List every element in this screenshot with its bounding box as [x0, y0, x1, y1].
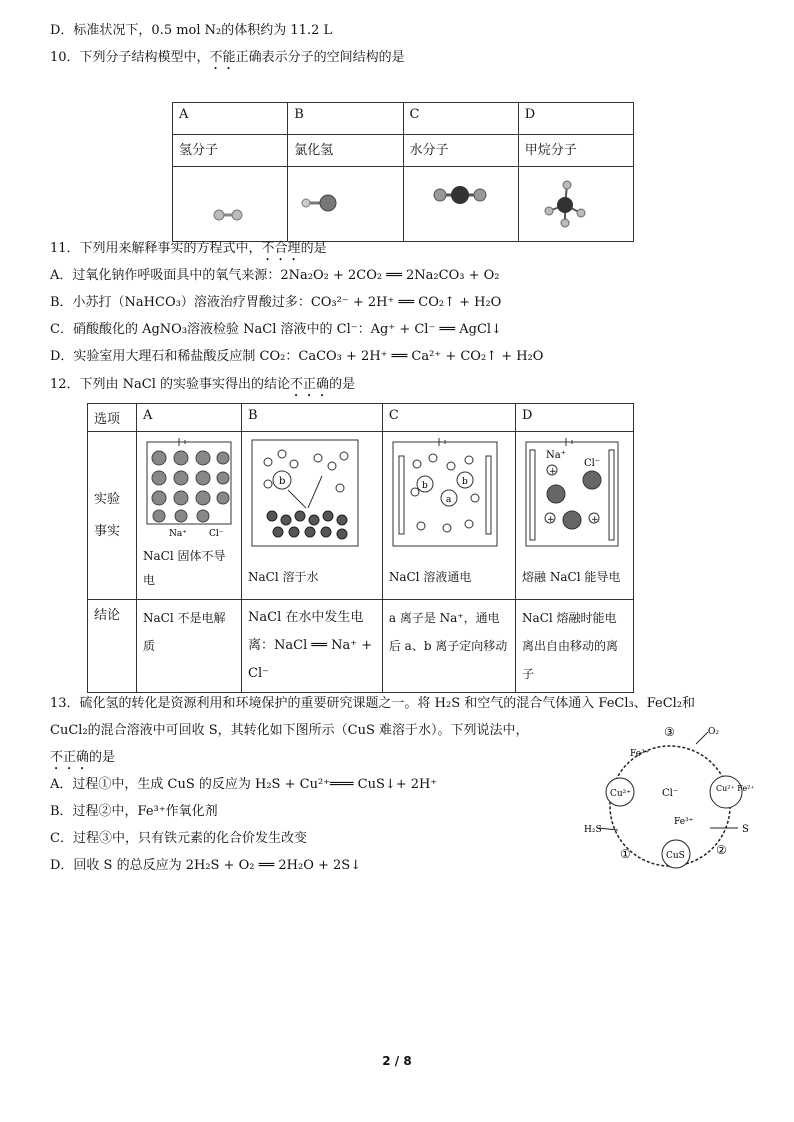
q12-conclusion-b: NaCl 在水中发生电离：NaCl ══ Na⁺ + Cl⁻ [242, 600, 383, 693]
svg-text:+: + [549, 467, 557, 477]
q13-option-c: C．过程③中，只有铁元素的化合价发生改变 [50, 831, 307, 846]
q10-model-hcl [288, 167, 403, 242]
page-number: 2 / 8 [382, 1054, 412, 1068]
q12-fact-d [516, 432, 634, 600]
q12-col-label-option: 选项 [88, 404, 137, 432]
ion-a-label: a [445, 495, 452, 505]
q12-stem: 12．下列由 NaCl 的实验事实得出的结论不正确的是 [50, 377, 356, 392]
cus-node-label: CuS [666, 851, 685, 861]
svg-text:+: + [547, 515, 555, 525]
q12-conclusion-c: a 离子是 Na⁺，通电后 a、b 离子定向移动 [382, 600, 515, 693]
q10-name-d: 甲烷分子 [518, 135, 633, 167]
q10-table [172, 102, 634, 242]
q10-header-c: C [403, 103, 518, 135]
cl-ion-label: Cl⁻ [209, 529, 224, 539]
q13-option-b: B．过程②中，Fe³⁺作氧化剂 [50, 804, 218, 819]
q12-fact-d-text: 熔融 NaCl 能导电 [522, 570, 621, 584]
q12-fact-b [242, 432, 383, 600]
h2s-label: H₂S [584, 825, 602, 835]
q12-fact-b-text: NaCl 溶于水 [248, 570, 319, 584]
hydrogen-molecule-model [179, 171, 279, 233]
q10-stem: 10．下列分子结构模型中，不能正确表示分子的空间结构的是 [50, 50, 405, 65]
nacl-dissolving-image [248, 436, 366, 554]
q12-conclusion-a: NaCl 不是电解质 [137, 600, 242, 693]
q12-fact-c [382, 432, 515, 600]
q12-fact-c-text: NaCl 溶液通电 [388, 570, 472, 584]
q10-name-c: 水分子 [403, 135, 518, 167]
q12-table [87, 403, 634, 693]
cu-fe-node-label: Cu²⁺ Fe²⁺ [716, 784, 755, 793]
q10-header-d: D [518, 103, 633, 135]
na-ion-label: Na⁺ [546, 450, 567, 461]
o2-label: O₂ [708, 727, 719, 737]
s-label: S [742, 824, 749, 835]
fe3-mid-label: Fe³⁺ [674, 817, 694, 827]
q12-conclusion-d: NaCl 熔融时能电离出自由移动的离子 [516, 600, 634, 693]
nacl-solution-electrolysis-image [389, 436, 501, 554]
q12-header-d: D [516, 404, 634, 432]
q11-option-d: D．实验室用大理石和稀盐酸反应制 CO₂：CaCO₃ + 2H⁺ ══ Ca²⁺ + CO₂↑ + H₂O [50, 349, 544, 364]
q11-option-a: A．过氧化钠作呼吸面具中的氧气来源：2Na₂O₂ + 2CO₂ ══ 2Na₂CO₃ + O₂ [50, 268, 500, 283]
methane-molecule-model [525, 171, 625, 233]
q10-model-h2o [403, 167, 518, 242]
step2-label: ② [716, 843, 727, 857]
q9-option-d: D．标准状况下，0.5 mol N₂的体积约为 11.2 L [50, 23, 333, 38]
step1-label: ① [620, 847, 631, 861]
step3-label: ③ [664, 725, 675, 739]
molten-nacl-conduction-image [522, 436, 622, 554]
q13-stem-line1: 13．硫化氢的转化是资源利用和环境保护的重要研究课题之一。将 H₂S 和空气的混合气体通入 FeCl₃、FeCl₂和 [50, 696, 696, 711]
q12-fact-a-text: NaCl 固体不导电 [143, 549, 226, 587]
na-ion-label: Na⁺ [169, 529, 187, 539]
q10-header-b: B [288, 103, 403, 135]
q10-name-b: 氯化氢 [288, 135, 403, 167]
cu2-node-label: Cu²⁺ [610, 789, 632, 799]
ion-b-label-right: b [461, 477, 468, 487]
q10-header-a: A [173, 103, 288, 135]
q11-stem: 11．下列用来解释事实的方程式中，不合理的是 [50, 241, 327, 256]
q12-header-c: C [382, 404, 515, 432]
q13-stem-line2: CuCl₂的混合溶液中可回收 S，其转化如下图所示（CuS 难溶于水）。下列说法中， [50, 723, 529, 738]
q10-name-a: 氢分子 [173, 135, 288, 167]
ion-b-label-left: b [421, 481, 428, 491]
cl-center-label: Cl⁻ [662, 788, 679, 799]
cl-ion-label: Cl⁻ [584, 458, 601, 469]
q13-cycle-diagram [580, 720, 760, 880]
q11-option-c: C．硝酸酸化的 AgNO₃溶液检验 NaCl 溶液中的 Cl⁻：Ag⁺ + Cl⁻ ══ AgCl↓ [50, 322, 502, 337]
q13-option-d: D．回收 S 的总反应为 2H₂S + O₂ ══ 2H₂O + 2S↓ [50, 858, 362, 873]
svg-text:+: + [591, 515, 599, 525]
q13-stem-line3: 不正确的是 [50, 750, 116, 765]
hcl-molecule-model [294, 171, 394, 233]
q12-col-label-fact: 实验事实 [88, 432, 137, 600]
q12-header-b: B [242, 404, 383, 432]
hydrated-ion-b-label: b [279, 476, 286, 487]
q12-fact-a [137, 432, 242, 600]
nacl-solid-lattice-image [143, 436, 235, 540]
fe3-top-label: Fe³⁺ [630, 749, 650, 759]
q10-model-h2 [173, 167, 288, 242]
q11-option-b: B．小苏打（NaHCO₃）溶液治疗胃酸过多：CO₃²⁻ + 2H⁺ ══ CO₂↑ + H₂O [50, 295, 502, 310]
q12-header-a: A [137, 404, 242, 432]
q12-col-label-conclusion: 结论 [88, 600, 137, 693]
q13-option-a: A．过程①中，生成 CuS 的反应为 H₂S + Cu²⁺═══ CuS↓+ 2H⁺ [50, 777, 438, 792]
water-molecule-model [410, 171, 510, 233]
q10-model-ch4 [518, 167, 633, 242]
